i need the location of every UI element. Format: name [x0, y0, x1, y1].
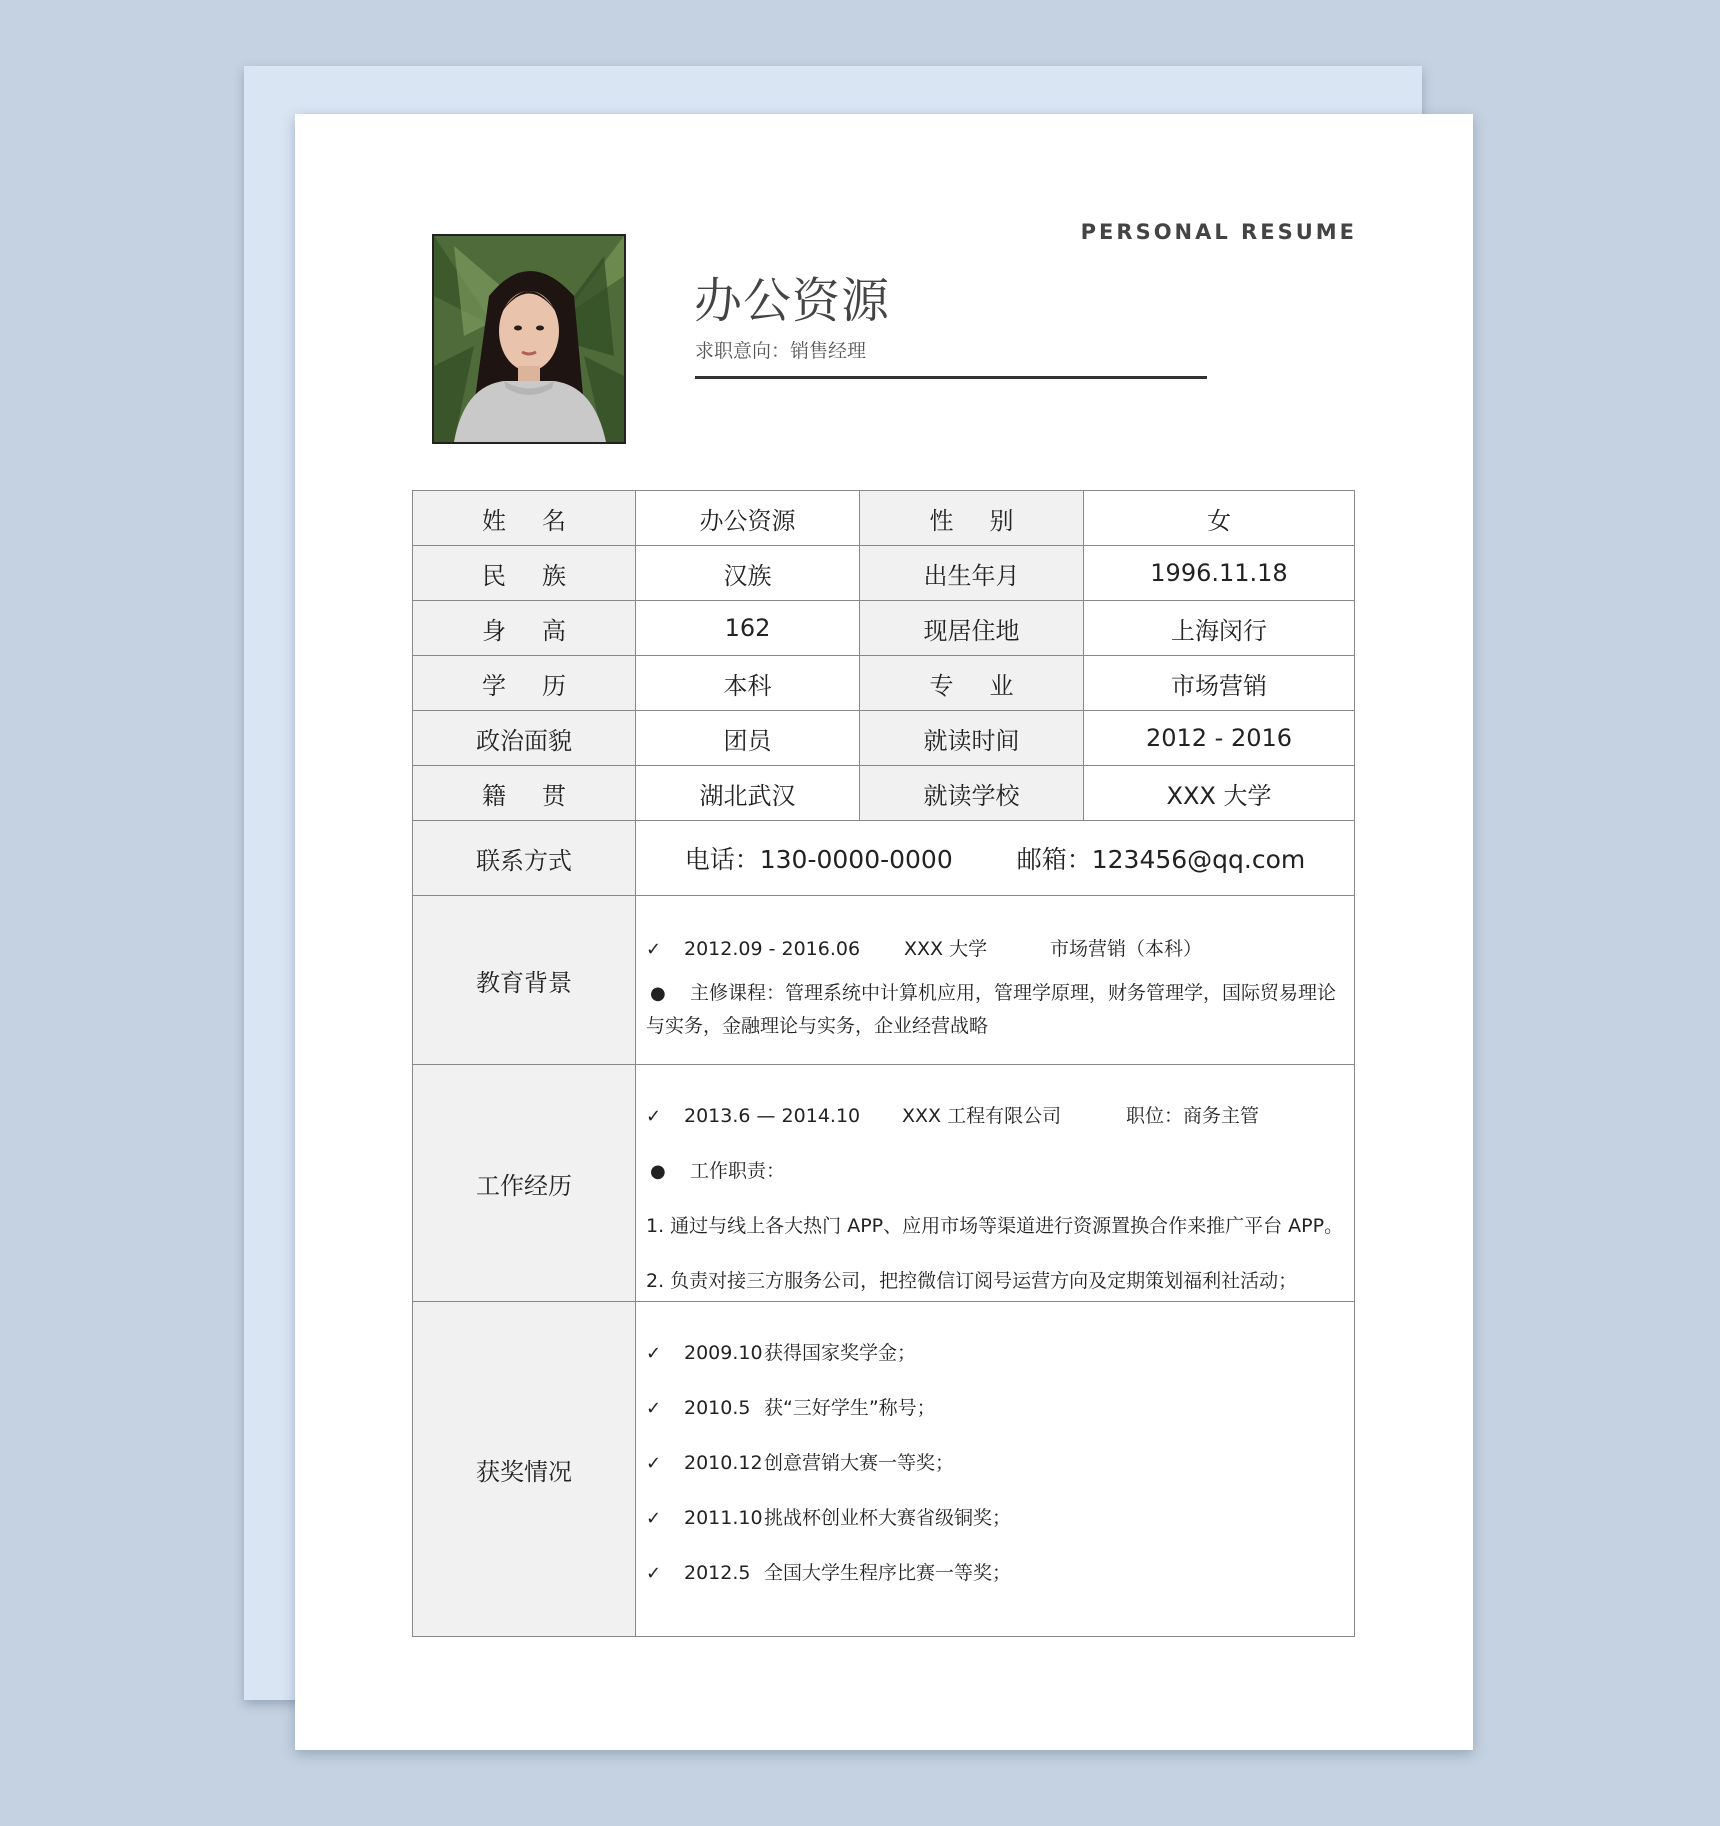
work-content [636, 1065, 1355, 1302]
checkmark-icon: ✓ [646, 1398, 662, 1419]
contact-label: 联系方式 [413, 821, 636, 896]
value-cell: 2012 - 2016 [1084, 711, 1355, 766]
education-major: 市场营销（本科） [1050, 938, 1203, 960]
value-cell: 162 [636, 601, 860, 656]
work-position: 职位：商务主管 [1126, 1105, 1260, 1127]
email-address: 邮箱：123456@qq.com [1016, 845, 1306, 874]
education-label: 教育背景 [413, 896, 636, 1065]
work-label: 工作经历 [413, 1065, 636, 1302]
label-cell: 籍贯 [413, 766, 636, 821]
table-row [413, 601, 1355, 656]
job-objective: 求职意向：销售经理 [695, 340, 867, 362]
value-cell: 上海闵行 [1084, 601, 1355, 656]
value-cell: 汉族 [636, 546, 860, 601]
awards-label: 获奖情况 [413, 1302, 636, 1637]
award-item: ✓ 2010.12 创意营销大赛一等奖； [646, 1452, 955, 1474]
value-cell: 女 [1084, 491, 1355, 546]
value-cell: 团员 [636, 711, 860, 766]
table-row [413, 656, 1355, 711]
phone-number: 电话：130-0000-0000 [684, 845, 953, 874]
checkmark-icon: ✓ [646, 1508, 662, 1529]
checkmark-icon: ✓ [646, 939, 662, 960]
education-period: 2012.09 - 2016.06 [684, 938, 861, 960]
profile-photo [432, 234, 626, 444]
candidate-name: 办公资源 [694, 273, 891, 329]
table-row [413, 711, 1355, 766]
checkmark-icon: ✓ [646, 1106, 662, 1127]
value-cell: 1996.11.18 [1084, 546, 1355, 601]
checkmark-icon: ✓ [646, 1563, 662, 1584]
education-content [636, 896, 1355, 1065]
value-cell: 办公资源 [636, 491, 860, 546]
awards-row [413, 1302, 1355, 1637]
award-item: ✓ 2011.10 挑战杯创业杯大赛省级铜奖； [646, 1507, 1012, 1529]
value-cell: 市场营销 [1084, 656, 1355, 711]
bullet-icon: ● [650, 1161, 666, 1182]
education-school: XXX 大学 [904, 938, 988, 960]
label-cell: 姓名 [413, 491, 636, 546]
label-cell: 性别 [860, 491, 1084, 546]
education-courses-cont: 与实务，金融理论与实务，企业经营战略 [646, 1015, 989, 1037]
work-row [413, 1065, 1355, 1302]
label-cell: 政治面貌 [413, 711, 636, 766]
value-cell: 湖北武汉 [636, 766, 860, 821]
award-item: ✓ 2009.10 获得国家奖学金； [646, 1342, 917, 1364]
contact-cell [636, 821, 1355, 896]
work-duty-2: 2. 负责对接三方服务公司，把控微信订阅号运营方向及定期策划福利社活动； [646, 1270, 1298, 1292]
contact-row [413, 821, 1355, 896]
label-cell: 就读学校 [860, 766, 1084, 821]
table-row [413, 766, 1355, 821]
work-duty-1: 1. 通过与线上各大热门 APP、应用市场等渠道进行资源置换合作来推广平台 APP。 [646, 1215, 1344, 1237]
awards-content [636, 1302, 1355, 1637]
work-duties-label: 工作职责： [690, 1160, 786, 1182]
info-table [412, 490, 1355, 1637]
label-cell: 民族 [413, 546, 636, 601]
table-row [413, 491, 1355, 546]
label-cell: 就读时间 [860, 711, 1084, 766]
value-cell: XXX 大学 [1084, 766, 1355, 821]
education-courses: 主修课程：管理系统中计算机应用，管理学原理，财务管理学，国际贸易理论 [690, 982, 1337, 1004]
label-cell: 专业 [860, 656, 1084, 711]
award-item: ✓ 2010.5 获“三好学生”称号； [646, 1397, 936, 1419]
checkmark-icon: ✓ [646, 1453, 662, 1474]
education-row [413, 896, 1355, 1065]
resume-label: PERSONAL RESUME [1080, 220, 1357, 244]
award-item: ✓ 2012.5 全国大学生程序比赛一等奖； [646, 1562, 1012, 1584]
value-cell: 本科 [636, 656, 860, 711]
table-row [413, 546, 1355, 601]
label-cell: 现居住地 [860, 601, 1084, 656]
label-cell: 学历 [413, 656, 636, 711]
resume-page [295, 114, 1473, 1750]
portrait-image [434, 236, 624, 442]
work-period: 2013.6 — 2014.10 [684, 1105, 861, 1127]
label-cell: 出生年月 [860, 546, 1084, 601]
label-cell: 身高 [413, 601, 636, 656]
checkmark-icon: ✓ [646, 1343, 662, 1364]
bullet-icon: ● [650, 983, 666, 1004]
work-company: XXX 工程有限公司 [902, 1105, 1062, 1127]
title-divider [695, 376, 1207, 379]
